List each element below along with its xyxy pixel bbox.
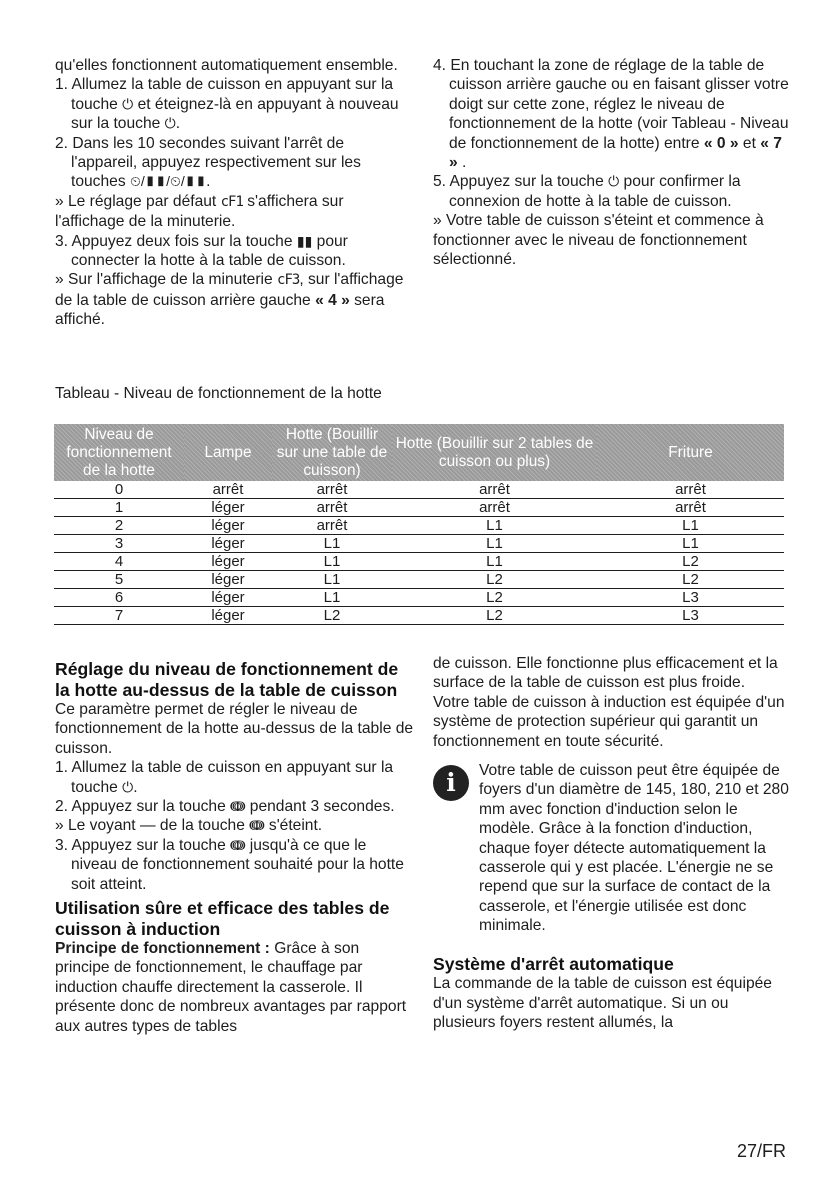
power-icon: ⏻ bbox=[122, 778, 134, 795]
table-cell: L2 bbox=[392, 589, 597, 607]
table-cell: L1 bbox=[272, 589, 392, 607]
fan-icon: ↈ bbox=[230, 798, 246, 815]
table-cell: L3 bbox=[597, 607, 784, 625]
step-2: 2. Dans les 10 secondes suivant l'arrêt de l'appareil, appuyez respectivement sur les touches ⏲/▮▮/⏲/▮▮. bbox=[55, 134, 361, 191]
table-row bbox=[54, 553, 784, 571]
step-5: 5. Appuyez sur la touche ⏻ pour confirmer la connexion de hotte à la table de cuisson. bbox=[433, 173, 741, 210]
result-1: » Le réglage par défaut cF1 s'affichera sur l'affichage de la minuterie. bbox=[55, 192, 344, 231]
display-code: cF3 bbox=[277, 272, 300, 289]
table-cell: arrêt bbox=[392, 499, 597, 517]
table-row bbox=[54, 481, 784, 499]
info-icon: i bbox=[433, 765, 469, 801]
power-icon: ⏻ bbox=[122, 95, 134, 112]
table-row bbox=[54, 535, 784, 553]
table-cell: arrêt bbox=[272, 517, 392, 535]
table-cell: 4 bbox=[54, 553, 184, 571]
table-row bbox=[54, 589, 784, 607]
header-cell: Friture bbox=[597, 424, 784, 481]
table-cell: arrêt bbox=[272, 499, 392, 517]
table-cell: L2 bbox=[392, 571, 597, 589]
table-cell: 3 bbox=[54, 535, 184, 553]
step-1: 1. Allumez la table de cuisson en appuyant sur la touche ⏻. bbox=[55, 759, 394, 796]
table-row bbox=[54, 571, 784, 589]
table-cell: léger bbox=[184, 571, 272, 589]
table-cell: arrêt bbox=[597, 499, 784, 517]
section-heading-auto-off: Système d'arrêt automatique bbox=[433, 953, 674, 974]
table-cell: L1 bbox=[597, 517, 784, 535]
hood-level-table bbox=[54, 424, 784, 625]
table-cell: 0 bbox=[54, 481, 184, 499]
table-cell: 1 bbox=[54, 499, 184, 517]
left-column-bottom bbox=[55, 659, 415, 1036]
result-2: » Sur l'affichage de la minuterie cF3, sur l'affichage de la table de cuisson arrière gauche « 4 » sera affiché. bbox=[55, 271, 404, 329]
table-cell: 5 bbox=[54, 571, 184, 589]
left-column-top bbox=[55, 56, 413, 330]
table-row bbox=[54, 499, 784, 517]
table-cell: léger bbox=[184, 499, 272, 517]
fan-icon: ↈ bbox=[230, 836, 246, 853]
note-text: Votre table de cuisson peut être équipée de foyers d'un diamètre de 145, 180, 210 et 280 mm avec fonction d'induction selon le modèle. Grâce à la fonction d'induction, chaque foyer détecte automatiquement la casserole qui y est placée. L'énergie ne se repend que sur la surface de contact de la casserole, et l'énergie utilisée est donc minimale. bbox=[479, 762, 789, 935]
header-cell: Lampe bbox=[184, 424, 272, 481]
table-cell: 2 bbox=[54, 517, 184, 535]
table-cell: léger bbox=[184, 535, 272, 553]
table-cell: L2 bbox=[272, 607, 392, 625]
right-column-bottom bbox=[433, 654, 793, 1032]
page-number: 27/FR bbox=[736, 1141, 786, 1161]
header-cell: Niveau de fonctionnement de la hotte bbox=[54, 424, 184, 481]
table-row bbox=[54, 517, 784, 535]
display-code: cF1 bbox=[220, 193, 243, 210]
section-heading-induction: Utilisation sûre et efficace des tables de cuisson à induction bbox=[55, 898, 390, 939]
table-cell: L1 bbox=[392, 517, 597, 535]
table-cell: arrêt bbox=[184, 481, 272, 499]
step-4: 4. En touchant la zone de réglage de la table de cuisson arrière gauche ou en faisant glisser votre doigt sur cette zone, réglez le niveau de fonctionnement de la hotte (voir Tableau - Niveau de fonctionnement de la hotte) entre « 0 » et « 7 » . bbox=[433, 57, 789, 172]
table-cell: léger bbox=[184, 553, 272, 571]
table-cell: L1 bbox=[272, 571, 392, 589]
table-cell: L1 bbox=[392, 535, 597, 553]
step-1: 1. Allumez la table de cuisson en appuyant sur la touche ⏻ et éteignez-là en appuyant à nouveau sur la touche ⏻. bbox=[55, 76, 399, 133]
table-cell: arrêt bbox=[597, 481, 784, 499]
header-cell: Hotte (Bouillir sur une table de cuisson) bbox=[272, 424, 392, 481]
table-cell: L3 bbox=[597, 589, 784, 607]
table-cell: L1 bbox=[272, 535, 392, 553]
paragraph: Votre table de cuisson à induction est équipée d'un système de protection supérieur qui garantit un fonctionnement en toute sécurité. bbox=[433, 693, 785, 750]
result-1: » Le voyant — de la touche ↈ s'éteint. bbox=[55, 817, 323, 835]
result-3: » Votre table de cuisson s'éteint et commence à fonctionner avec le niveau de fonctionnement sélectionné. bbox=[433, 212, 764, 269]
table-cell: L2 bbox=[597, 571, 784, 589]
table-cell: L2 bbox=[392, 607, 597, 625]
table-row bbox=[54, 607, 784, 625]
table-cell: léger bbox=[184, 517, 272, 535]
paragraph: La commande de la table de cuisson est équipée d'un système d'arrêt automatique. Si un ou plusieurs foyers restent allumés, la bbox=[433, 975, 772, 1031]
step-2: 2. Appuyez sur la touche ↈ pendant 3 secondes. bbox=[55, 798, 395, 816]
intro-text: qu'elles fonctionnent automatiquement ensemble. bbox=[55, 57, 398, 74]
table-cell: 6 bbox=[54, 589, 184, 607]
right-column-top bbox=[433, 56, 793, 269]
table-cell: 7 bbox=[54, 607, 184, 625]
table-cell: L2 bbox=[597, 553, 784, 571]
table-cell: L1 bbox=[597, 535, 784, 553]
header-cell: Hotte (Bouillir sur 2 tables de cuisson ou plus) bbox=[392, 424, 597, 481]
section-heading-hood-level: Réglage du niveau de fonctionnement de la hotte au-dessus de la table de cuisson bbox=[55, 659, 399, 700]
info-note bbox=[433, 761, 793, 936]
step-3: 3. Appuyez deux fois sur la touche ▮▮ pour connecter la hotte à la table de cuisson. bbox=[55, 232, 348, 270]
pause-key-icon: ▮▮ bbox=[296, 232, 313, 249]
indicator-dash-icon: — bbox=[139, 817, 156, 835]
table-cell: L1 bbox=[272, 553, 392, 571]
step-3: 3. Appuyez sur la touche ↈ jusqu'à ce que le niveau de fonctionnement souhaité pour la hotte soit atteint. bbox=[55, 836, 404, 893]
paragraph: Principe de fonctionnement : Grâce à son principe de fonctionnement, le chauffage par induction chauffe directement la casserole. Il présente donc de nombreux avantages par rapport aux autres types de tables bbox=[55, 940, 407, 1035]
paragraph: Ce paramètre permet de régler le niveau de fonctionnement de la hotte au-dessus de la table de cuisson. bbox=[55, 701, 414, 757]
table-cell: léger bbox=[184, 589, 272, 607]
table-header-row bbox=[54, 424, 784, 481]
table-cell: arrêt bbox=[272, 481, 392, 499]
fan-icon: ↈ bbox=[249, 817, 265, 834]
table-cell: léger bbox=[184, 607, 272, 625]
timer-keys-icon: ⏲/▮▮/⏲/▮▮ bbox=[129, 173, 207, 190]
power-icon: ⏻ bbox=[608, 173, 620, 190]
table-cell: arrêt bbox=[392, 481, 597, 499]
table-cell: L1 bbox=[392, 553, 597, 571]
paragraph: de cuisson. Elle fonctionne plus efficacement et la surface de la table de cuisson est plus froide. bbox=[433, 655, 778, 692]
power-icon: ⏻ bbox=[164, 115, 176, 132]
table-caption: Tableau - Niveau de fonctionnement de la hotte bbox=[55, 385, 382, 402]
